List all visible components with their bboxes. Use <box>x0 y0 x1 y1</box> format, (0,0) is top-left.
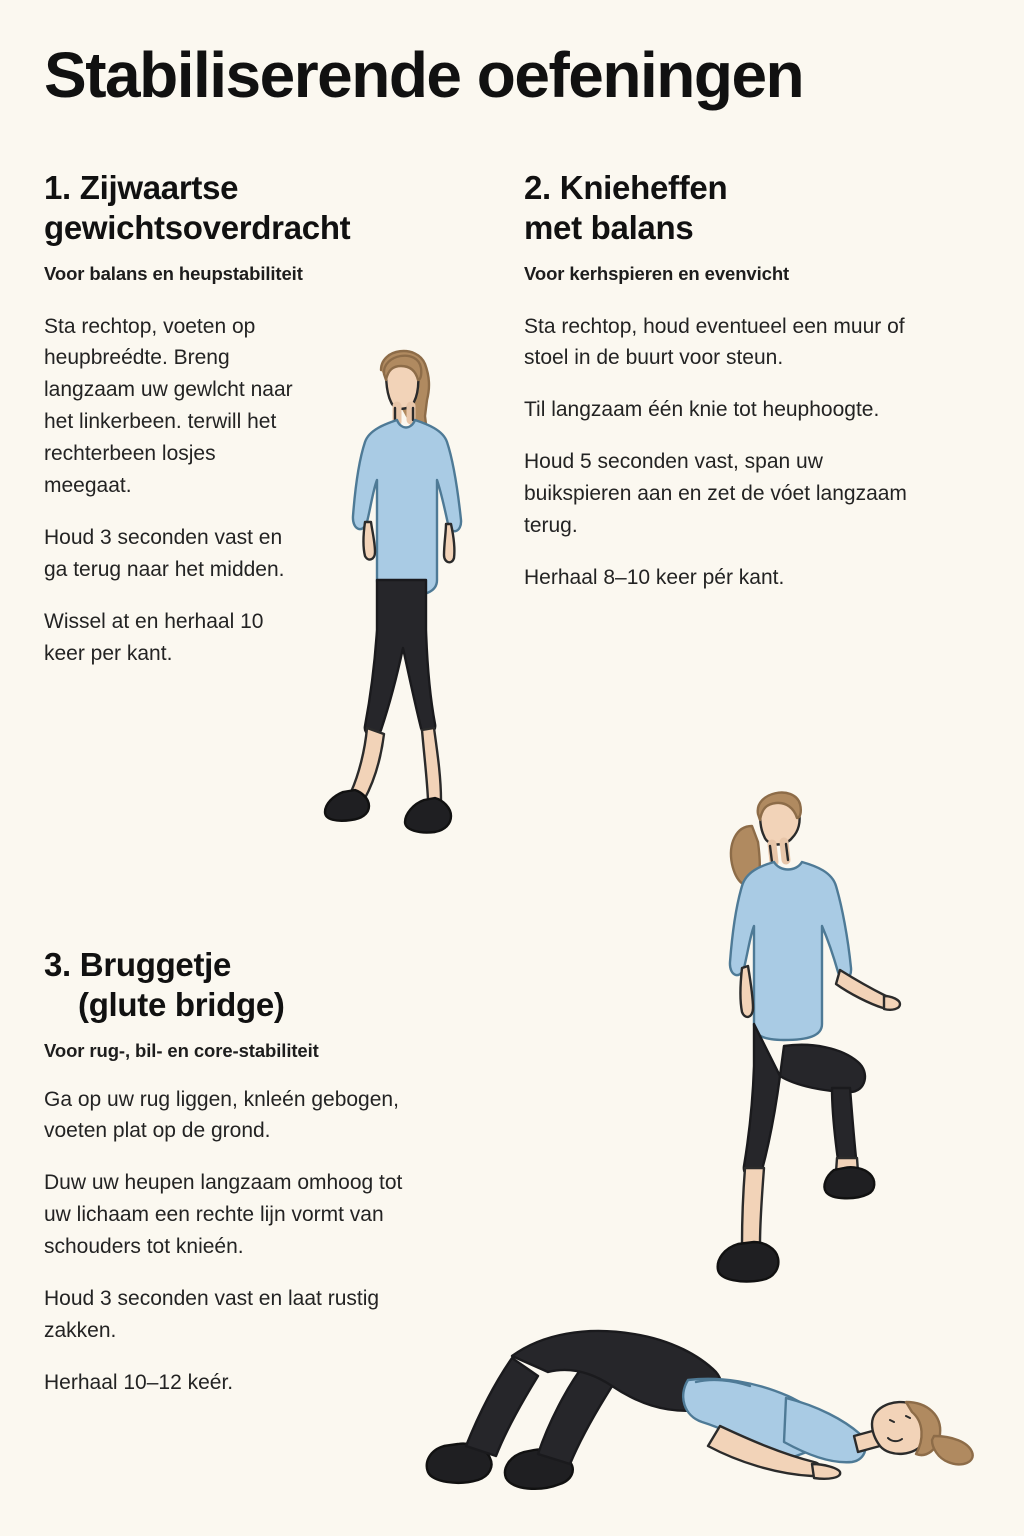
illustration-glute-bridge <box>420 1230 1000 1530</box>
section-3-title <box>44 945 474 1026</box>
section-2-paragraph: Houd 5 seconden vast, span uw buikspieren aan en zet de vóet langzaam terug. <box>524 450 907 538</box>
section-3-paragraph: Duw uw heupen langzaam omhoog tot uw lichaam een rechte lijn vormt van schouders tot knieén. <box>44 1171 403 1259</box>
section-2-title-line1: 2. Knieheffen <box>524 169 728 206</box>
section-2-title <box>524 168 994 249</box>
section-1-title-line2: gewichtsoverdracht <box>44 209 351 247</box>
page-title: Stabiliserende oefeningen <box>44 39 804 111</box>
section-3-title-line1: 3. Bruggetje <box>44 946 232 983</box>
section-3-body <box>44 1084 434 1399</box>
section-3-subtitle: Voor rug-, bil- en core-stabiliteit <box>44 1039 319 1061</box>
illustration-weight-shift <box>285 330 525 920</box>
section-3-paragraph: Herhaal 10–12 keér. <box>44 1370 234 1394</box>
section-2-body <box>524 311 924 594</box>
section-1-paragraph: Sta rechtop, voeten op heupbreédte. Breng langzaam uw gewlcht naar het linkerbeen. terwill het rechterbeen losjes meegaat. <box>44 314 293 498</box>
section-3-paragraph: Houd 3 seconden vast en laat rustig zakken. <box>44 1287 380 1342</box>
section-3-title-line2: (glute bridge) <box>78 986 285 1024</box>
section-3-paragraph: Ga op uw rug liggen, knleén gebogen, voeten plat op de grond. <box>44 1087 399 1143</box>
section-1-title <box>44 168 494 249</box>
section-2-title-line2: met balans <box>524 209 694 247</box>
section-1-subtitle: Voor balans en heupstabiliteit <box>44 262 303 284</box>
section-2-paragraph: Herhaal 8–10 keer pér kant. <box>524 565 785 589</box>
section-2-paragraph: Sta rechtop, houd eventueel een muur of stoel in de buurt voor steun. <box>524 314 905 370</box>
section-2-subtitle: Voor kerhspieren en evenvicht <box>524 262 790 284</box>
section-1-title-line1: 1. Zijwaartse <box>44 169 239 206</box>
section-3 <box>44 945 474 1399</box>
section-1-body <box>44 311 306 670</box>
section-1-paragraph: Houd 3 seconden vast en ga terug naar het midden. <box>44 525 285 581</box>
section-2 <box>524 168 994 594</box>
section-1-paragraph: Wissel at en herhaal 10 keer per kant. <box>44 609 264 665</box>
section-2-paragraph: Til langzaam één knie tot heuphoogte. <box>524 398 880 422</box>
